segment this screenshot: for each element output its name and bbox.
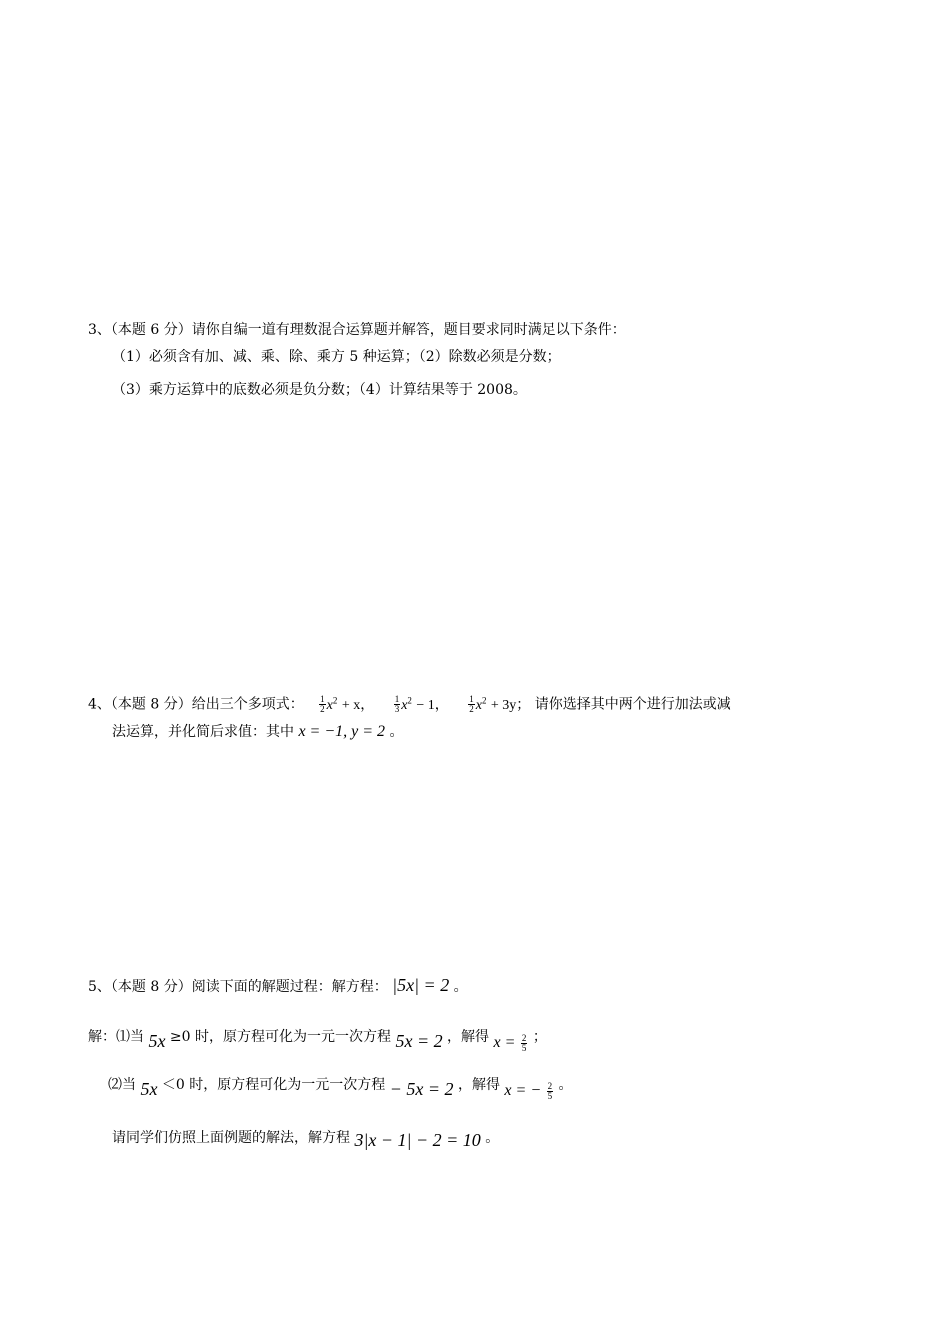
q4-polynomial-3: $\frac{1}{2}$ $x^2 + 3y$； <box>469 694 531 715</box>
q4-line-1 <box>88 690 731 716</box>
q5-equation: |5x| = 2 <box>392 975 450 995</box>
q4-prefix: 4、（本题 8 分）给出三个多项式： <box>88 696 304 713</box>
q3-header: 3、（本题 6 分）请你自编一道有理数混合运算题并解答，题目要求同时满足以下条件： <box>88 322 626 338</box>
q4-line-2: 法运算，并化简后求值：其中 x = −1, y = 2 。 <box>112 723 404 740</box>
q5-solution-case-2: ⑵当 5x ＜0 时，原方程可化为一元一次方程 − 5x = 2 ，解得 x = − $\frac{2}{5}$ 。 <box>108 1077 573 1101</box>
q4-values: x = −1, y = 2 <box>298 723 386 740</box>
q5-task: 请同学们仿照上面例题的解法，解方程 3|x − 1| − 2 = 10 。 <box>112 1130 500 1150</box>
fraction-two-fifths: $\frac{2}{5}$ <box>547 1080 553 1101</box>
q5-solution-case-1: 解：⑴当 5x ≥0 时，原方程可化为一元一次方程 5x = 2 ，解得 x = $\frac{2}{5}$ ； <box>88 1029 547 1053</box>
fraction-one-half: $\frac{1}{2}$ <box>469 694 474 715</box>
q5-task-equation: 3|x − 1| − 2 = 10 <box>354 1130 481 1150</box>
q4-polynomial-1: $\frac{1}{2}$ $x^2 + x$， <box>320 694 375 715</box>
q4-suffix: 请你选择其中两个进行加法或减 <box>534 696 731 713</box>
q3-conditions-3-4: （3）乘方运算中的底数必须是负分数；（4）计算结果等于 2008。 <box>112 382 527 398</box>
q4-polynomial-2: $\frac{1}{3}$ $x^2 - 1$， <box>394 694 449 715</box>
fraction-one-half: $\frac{1}{2}$ <box>320 694 325 715</box>
fraction-two-fifths: $\frac{2}{5}$ <box>521 1032 527 1053</box>
q5-header: 5、（本题 8 分）阅读下面的解题过程：解方程： |5x| = 2 。 <box>88 975 468 995</box>
fraction-one-third: $\frac{1}{3}$ <box>394 694 400 715</box>
q3-conditions-1-2: （1）必须含有加、减、乘、除、乘方 5 种运算；（2）除数必须是分数； <box>112 349 561 365</box>
